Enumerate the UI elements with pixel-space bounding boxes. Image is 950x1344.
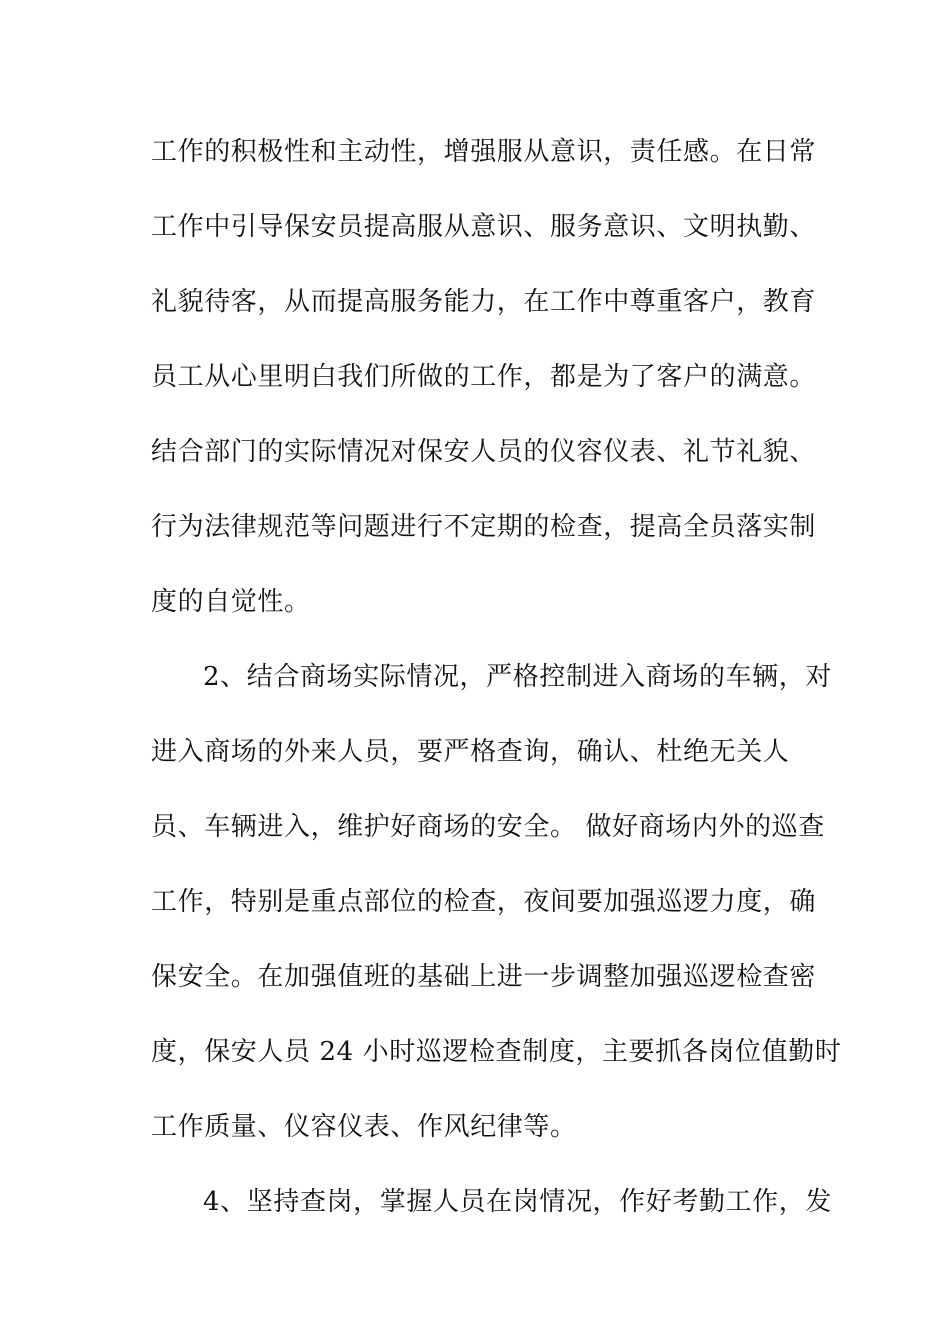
paragraph-start-line: 2、结合商场实际情况，严格控制进入商场的车辆，对: [203, 662, 832, 692]
text-line: 度的自觉性。: [151, 587, 311, 617]
text-line: 工作质量、仪容仪表、作风纪律等。: [151, 1112, 577, 1142]
text-line: 员、车辆进入，维护好商场的安全。 做好商场内外的巡查: [151, 812, 825, 842]
text-line: 进入商场的外来人员，要严格查询，确认、杜绝无关人: [151, 737, 790, 767]
text-line: 礼貌待客，从而提高服务能力，在工作中尊重客户，教育: [151, 287, 817, 317]
text-line: 员工从心里明白我们所做的工作，都是为了客户的满意。: [151, 362, 817, 392]
text-line: 度，保安人员 24 小时巡逻检查制度，主要抓各岗位值勤时: [151, 1037, 842, 1067]
text-line: 工作，特别是重点部位的检查，夜间要加强巡逻力度，确: [151, 887, 817, 917]
text-line: 行为法律规范等问题进行不定期的检查，提高全员落实制: [151, 512, 817, 542]
text-line: 工作中引导保安员提高服从意识、服务意识、文明执勤、: [151, 212, 817, 242]
paragraph-start-line: 4、坚持查岗，掌握人员在岗情况，作好考勤工作，发: [203, 1187, 832, 1217]
text-line: 保安全。在加强值班的基础上进一步调整加强巡逻检查密: [151, 962, 817, 992]
text-line: 工作的积极性和主动性，增强服从意识，责任感。在日常: [151, 137, 817, 167]
text-line: 结合部门的实际情况对保安人员的仪容仪表、礼节礼貌、: [151, 437, 817, 467]
